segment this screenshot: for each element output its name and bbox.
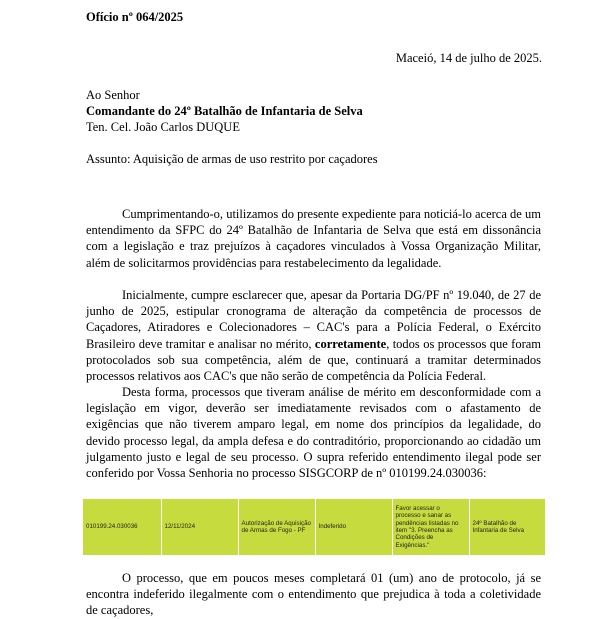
subject-line: Assunto: Aquisição de armas de uso restrito por caçadores bbox=[86, 152, 378, 166]
letter-date: Maceió, 14 de julho de 2025. bbox=[395, 51, 542, 65]
salutation: Ao Senhor bbox=[86, 88, 140, 102]
paragraph-greeting: Cumprimentando-o, utilizamos do presente expediente para noticiá-lo acerca de um entendimento da SFPC do 24º Batalhão de Infantaria de Selva que está em dissonância com a legislação e traz prejuízos à caçadores vinculados à Vossa Organização Militar, além de solicitarmos providências para restabelecimento da legalidade. bbox=[86, 207, 541, 270]
recipient-title: Comandante do 24º Batalhão de Infantaria de Selva bbox=[86, 104, 363, 118]
process-service-cell: Autorização de Aquisição de Armas de Fogo - PF bbox=[238, 499, 315, 555]
recipient-name: Ten. Cel. João Carlos DUQUE bbox=[86, 120, 240, 134]
letter-number: Ofício nº 064/2025 bbox=[86, 10, 184, 24]
paragraph-process: Desta forma, processos que tiveram análise de mérito em desconformidade com a legislação em vigor, deverão ser imediatamente revisados com o afastamento de exigências que não tiverem amparo legal, em nome dos princípios da legalidade, do devido processo legal, da ampla defesa e do contraditório, proporcionando ao cidadão um julgamento justo e legal de seu processo. O supra referido entendimento ilegal pode ser conferido por Vossa Senhoria no processo SISGCORP de nº 010199.24.030036: bbox=[86, 385, 541, 481]
process-date-cell: 12/11/2024 bbox=[161, 499, 238, 555]
process-note-cell: Favor acessar o processo e sanar as pendências listadas no item "3. Preencha as Condições de Exigências." bbox=[392, 499, 469, 555]
process-unit-cell: 24º Batalhão de Infantaria de Selva bbox=[472, 519, 525, 534]
paragraph-conclusion: O processo, que em poucos meses completará 01 (um) ano de protocolo, já se encontra indeferido ilegalmente com o entendimento que prejudica à toda a coletividade de caçadores, bbox=[86, 571, 541, 618]
process-table bbox=[83, 499, 545, 555]
emphasis-text: corretamente bbox=[314, 336, 387, 351]
paragraph-text: , todos os processos que foram protocolados sob sua competência, além de que, continuará a tramitar determinados processos relativos aos CAC's que não serão de competência da Polícia Federal. bbox=[86, 336, 542, 384]
process-status-cell: Indeferido bbox=[315, 499, 392, 555]
paragraph-clarification bbox=[86, 287, 541, 384]
table-row bbox=[83, 499, 545, 555]
paragraph-text: Inicialmente, cumpre esclarecer que, apesar da Portaria DG/PF nº 19.040, de 27 de junho de 2025, estipular cronograma de alteração da competência de processos de Caçadores, Atiradores e Colecionadores – CAC's para a Polícia Federal, o Exército Brasileiro deve tramitar e analisar no mérito, bbox=[86, 288, 541, 351]
process-number-cell: 010199.24.030036 bbox=[83, 499, 161, 555]
